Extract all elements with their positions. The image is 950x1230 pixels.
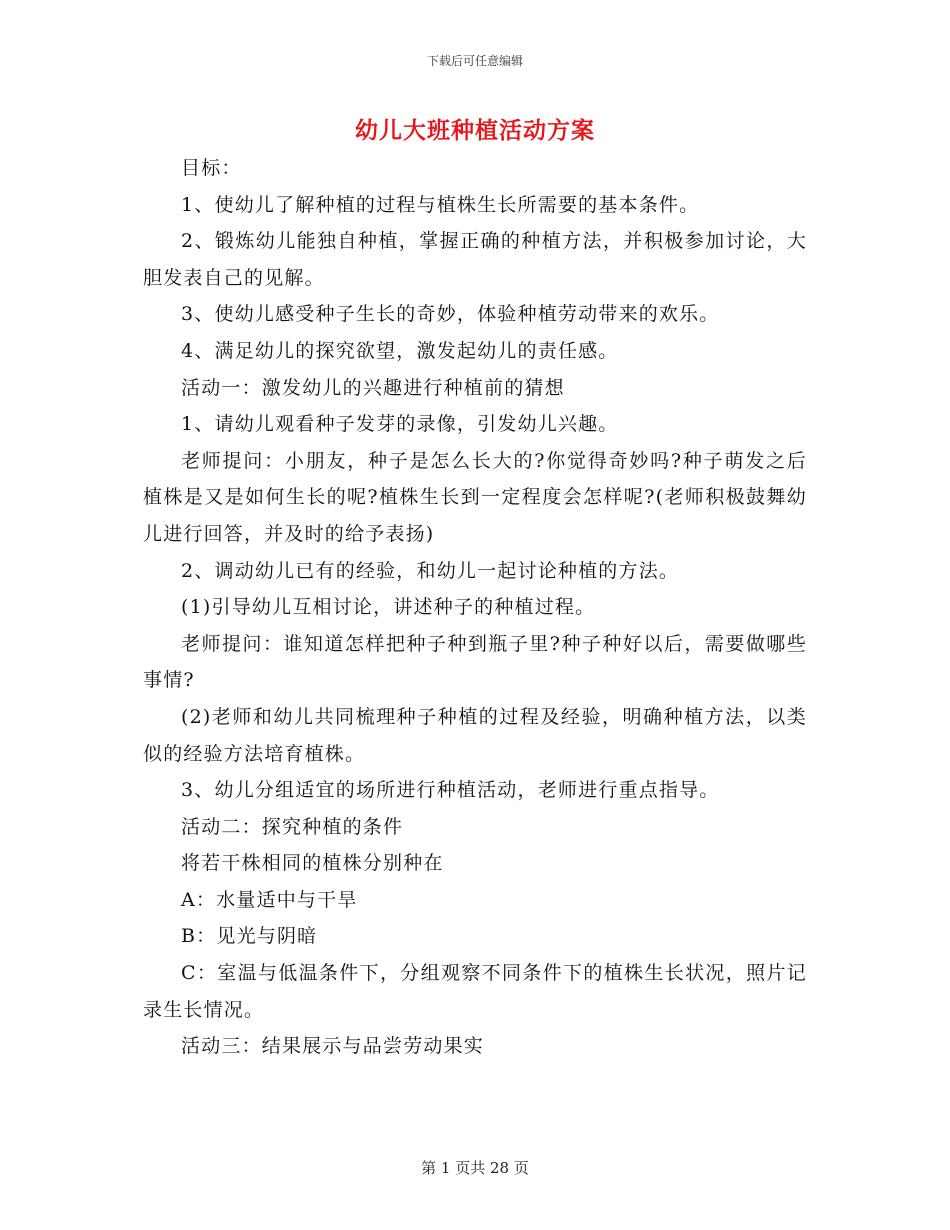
document-body (143, 150, 807, 1065)
paragraph: 2、调动幼儿已有的经验，和幼儿一起讨论种植的方法。 (181, 559, 680, 582)
paragraph: 1、使幼儿了解种植的过程与植株生长所需要的基本条件。 (181, 193, 700, 216)
section-heading: 活动一：激发幼儿的兴趣进行种植前的猜想 (181, 376, 565, 399)
paragraph: 2、锻炼幼儿能独自种植，掌握正确的种植方法，并积极参加讨论，大胆发表自己的见解。 (143, 230, 807, 289)
document-title: 幼儿大班种植活动方案 (355, 117, 595, 144)
section-heading: 活动三：结果展示与品尝劳动果实 (181, 1035, 485, 1058)
paragraph: A：水量适中与干旱 (181, 888, 358, 911)
section-heading: 活动二：探究种植的条件 (181, 815, 404, 838)
paragraph: 1、请幼儿观看种子发芽的录像，引发幼儿兴趣。 (181, 413, 619, 436)
paragraph: 4、满足幼儿的探究欲望，激发起幼儿的责任感。 (181, 339, 619, 362)
paragraph: 将若干株相同的植株分别种在 (181, 852, 444, 875)
paragraph: (2)老师和幼儿共同梳理种子种植的过程及经验，明确种植方法，以类似的经验方法培育植株。 (143, 705, 807, 765)
paragraph: B：见光与阴暗 (181, 925, 318, 948)
paragraph: 3、使幼儿感受种子生长的奇妙，体验种植劳动带来的欢乐。 (181, 303, 720, 326)
paragraph: 老师提问：小朋友，种子是怎么长大的?你觉得奇妙吗?种子萌发之后植株是又是如何生长的呢?植株生长到一定程度会怎样呢?(老师积极鼓舞幼儿进行回答，并及时的给予表扬) (143, 449, 807, 545)
paragraph: 3、幼儿分组适宜的场所进行种植活动，老师进行重点指导。 (181, 779, 720, 802)
page-footer: 第 1 页共 28 页 (421, 1159, 529, 1177)
paragraph: C：室温与低温条件下，分组观察不同条件下的植株生长状况，照片记录生长情况。 (143, 962, 807, 1021)
paragraph: (1)引导幼儿互相讨论，讲述种子的种植过程。 (181, 596, 596, 619)
paragraph: 老师提问：谁知道怎样把种子种到瓶子里?种子种好以后，需要做哪些事情? (143, 632, 807, 692)
page-header: 下载后可任意编辑 (426, 54, 523, 68)
paragraph: 目标： (181, 157, 242, 179)
